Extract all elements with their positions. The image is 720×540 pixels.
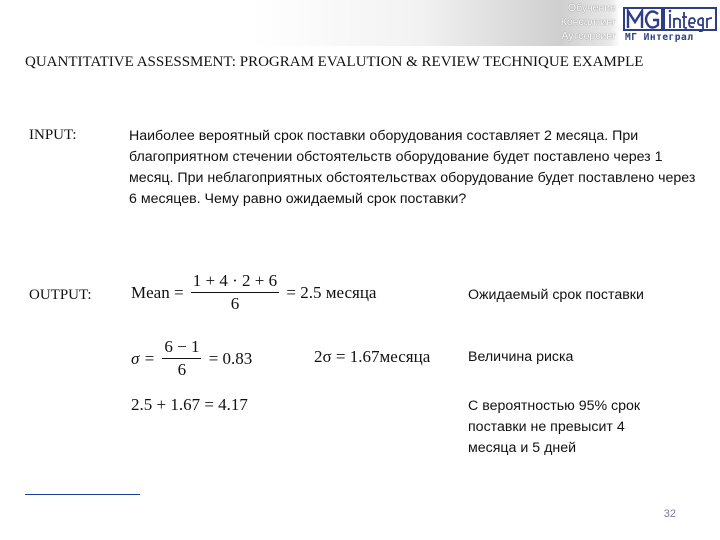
logo-caption: МГ Интеграл: [625, 32, 694, 43]
mean-lhs: Mean =: [131, 282, 184, 302]
header-bar: [0, 0, 720, 46]
mean-denominator: 6: [230, 294, 240, 313]
footer-divider: [25, 494, 140, 495]
sigma-lhs: σ =: [131, 348, 156, 368]
logo-wordmark: [624, 8, 716, 31]
sigma-note: Величина риска: [468, 349, 574, 365]
slide-title: QUANTITATIVE ASSESSMENT: PROGRAM EVALUTION & REVIEW TECHNIQUE EXAMPLE: [25, 54, 644, 70]
problem-text: Наиболее вероятный срок поставки оборудования составляет 2 месяца. При благоприятном стечении обстоятельств оборудование будет поставлено через 1 месяц. При неблагоприятных обстоятельствах оборудование будет поставлено через 6 месяцев. Чему равно ожидаемый срок поставки?: [129, 128, 696, 207]
two-sigma-formula: 2σ = 1.67месяца: [314, 347, 431, 366]
total-note: С вероятностью 95% срок поставки не превысит 4 месяца и 5 дней: [468, 398, 641, 456]
total-formula: 2.5 + 1.67 = 4.17: [131, 395, 248, 414]
sigma-denominator: 6: [177, 360, 187, 379]
page-number: 32: [663, 508, 676, 520]
services-list: [520, 1, 616, 43]
sigma-fraction: [162, 336, 201, 381]
sigma-result: = 0.83: [208, 348, 253, 368]
output-label: OUTPUT:: [29, 287, 92, 303]
mean-numerator: 1 + 4 · 2 + 6: [191, 270, 279, 293]
service-outsourcing: Аутсорсинг: [561, 30, 616, 42]
service-consulting: Консалтинг: [560, 16, 616, 28]
mean-note: Ожидаемый срок поставки: [468, 287, 644, 303]
input-label: INPUT:: [29, 127, 77, 143]
service-training: Обучение: [567, 2, 616, 14]
company-logo: [622, 2, 718, 46]
logo-mark-icon: [622, 6, 718, 32]
mean-formula: [131, 270, 376, 315]
mean-fraction: [191, 270, 279, 315]
sigma-numerator: 6 − 1: [162, 336, 201, 359]
sigma-formula: [131, 336, 252, 381]
mean-result: = 2.5 месяца: [286, 282, 377, 302]
